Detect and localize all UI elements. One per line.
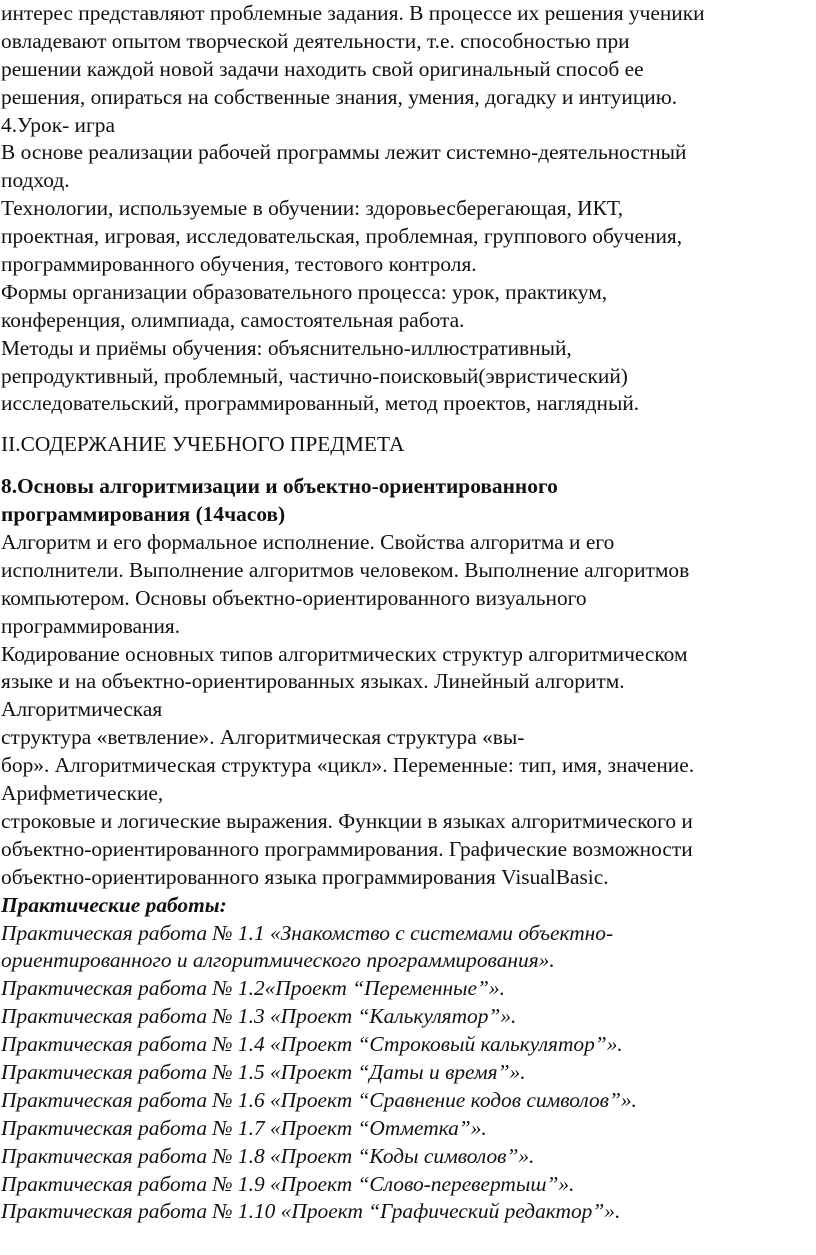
text-line: Алгоритмическая xyxy=(1,697,163,722)
text-line: решения, опираться на собственные знания, умения, догадку и интуицию. xyxy=(1,84,678,109)
practical-work-item: Практическая работа № 1.3 «Проект “Калькулятор”». xyxy=(1,1004,517,1029)
text-line: проектная, игровая, исследовательская, проблемная, группового обучения, xyxy=(1,224,683,249)
text-line: Формы организации образовательного процесса: урок, практикум, xyxy=(1,279,608,304)
text-line: интерес представляют проблемные задания. В процессе их решения ученики xyxy=(1,1,705,25)
text-line: компьютером. Основы объектно-ориентированного визуального xyxy=(1,585,587,610)
practical-work-item: Практическая работа № 1.4 «Проект “Строковый калькулятор”». xyxy=(1,1032,623,1057)
text-line: Технологии, используемые в обучении: здоровьесберегающая, ИКТ, xyxy=(1,196,624,221)
practical-work-item: Практическая работа № 1.5 «Проект “Даты и время”». xyxy=(1,1059,526,1084)
text-line: объектно-ориентированного языка программирования VisualBasic. xyxy=(1,864,609,889)
text-line: структура «ветвление». Алгоритмическая структура «вы- xyxy=(1,725,525,750)
text-line: конференция, олимпиада, самостоятельная работа. xyxy=(1,307,465,332)
intro-block xyxy=(1,0,808,418)
text-line: подход. xyxy=(1,168,70,193)
text-line: исследовательский, программированный, метод проектов, наглядный. xyxy=(1,391,640,416)
spacer xyxy=(1,418,808,431)
module-title: 8.Основы алгоритмизации и объектно-ориентированного xyxy=(1,474,558,499)
practical-work-item: Практическая работа № 1.6 «Проект “Сравнение кодов символов”». xyxy=(1,1087,637,1112)
text-line: репродуктивный, проблемный, частично-поисковый(эвристический) xyxy=(1,363,628,388)
text-line: решении каждой новой задачи находить свой оригинальный способ ее xyxy=(1,56,644,81)
practical-works-heading: Практические работы: xyxy=(1,892,227,917)
text-line: Арифметические, xyxy=(1,781,164,806)
practical-works-block xyxy=(1,892,808,1227)
practical-work-item: Практическая работа № 1.7 «Проект “Отметка”». xyxy=(1,1115,487,1140)
section-heading: II.СОДЕРЖАНИЕ УЧЕБНОГО ПРЕДМЕТА xyxy=(1,432,405,457)
module-block xyxy=(1,473,808,891)
practical-work-item: Практическая работа № 1.2«Проект “Переменные”». xyxy=(1,976,505,1001)
text-line: В основе реализации рабочей программы лежит системно-деятельностный xyxy=(1,140,687,165)
practical-work-item: Практическая работа № 1.10 «Проект “Графический редактор”». xyxy=(1,1199,621,1224)
text-line: Алгоритм и его формальное исполнение. Свойства алгоритма и его xyxy=(1,530,615,555)
practical-work-item: ориентированного и алгоритмического программирования». xyxy=(1,948,555,973)
text-line: строковые и логические выражения. Функции в языках алгоритмического и xyxy=(1,808,693,833)
text-line: программированного обучения, тестового контроля. xyxy=(1,252,477,277)
text-line: объектно-ориентированного программирования. Графические возможности xyxy=(1,836,693,861)
spacer xyxy=(1,459,808,473)
text-line: языке и на объектно-ориентированных языках. Линейный алгоритм. xyxy=(1,669,625,694)
practical-work-item: Практическая работа № 1.9 «Проект “Слово-перевертыш”». xyxy=(1,1171,575,1196)
module-title: программирования (14часов) xyxy=(1,502,286,527)
text-line: Методы и приёмы обучения: объяснительно-иллюстративный, xyxy=(1,335,572,360)
text-line: овладевают опытом творческой деятельности, т.е. способностью при xyxy=(1,28,630,53)
text-line: 4.Урок- игра xyxy=(1,112,115,137)
text-line: Кодирование основных типов алгоритмических структур алгоритмическом xyxy=(1,641,688,666)
text-line: программирования. xyxy=(1,613,181,638)
practical-work-item: Практическая работа № 1.8 «Проект “Коды символов”». xyxy=(1,1143,535,1168)
text-line: исполнители. Выполнение алгоритмов человеком. Выполнение алгоритмов xyxy=(1,557,690,582)
text-line: бор». Алгоритмическая структура «цикл». Переменные: тип, имя, значение. xyxy=(1,753,695,778)
practical-work-item: Практическая работа № 1.1 «Знакомство с системами объектно- xyxy=(1,920,614,945)
